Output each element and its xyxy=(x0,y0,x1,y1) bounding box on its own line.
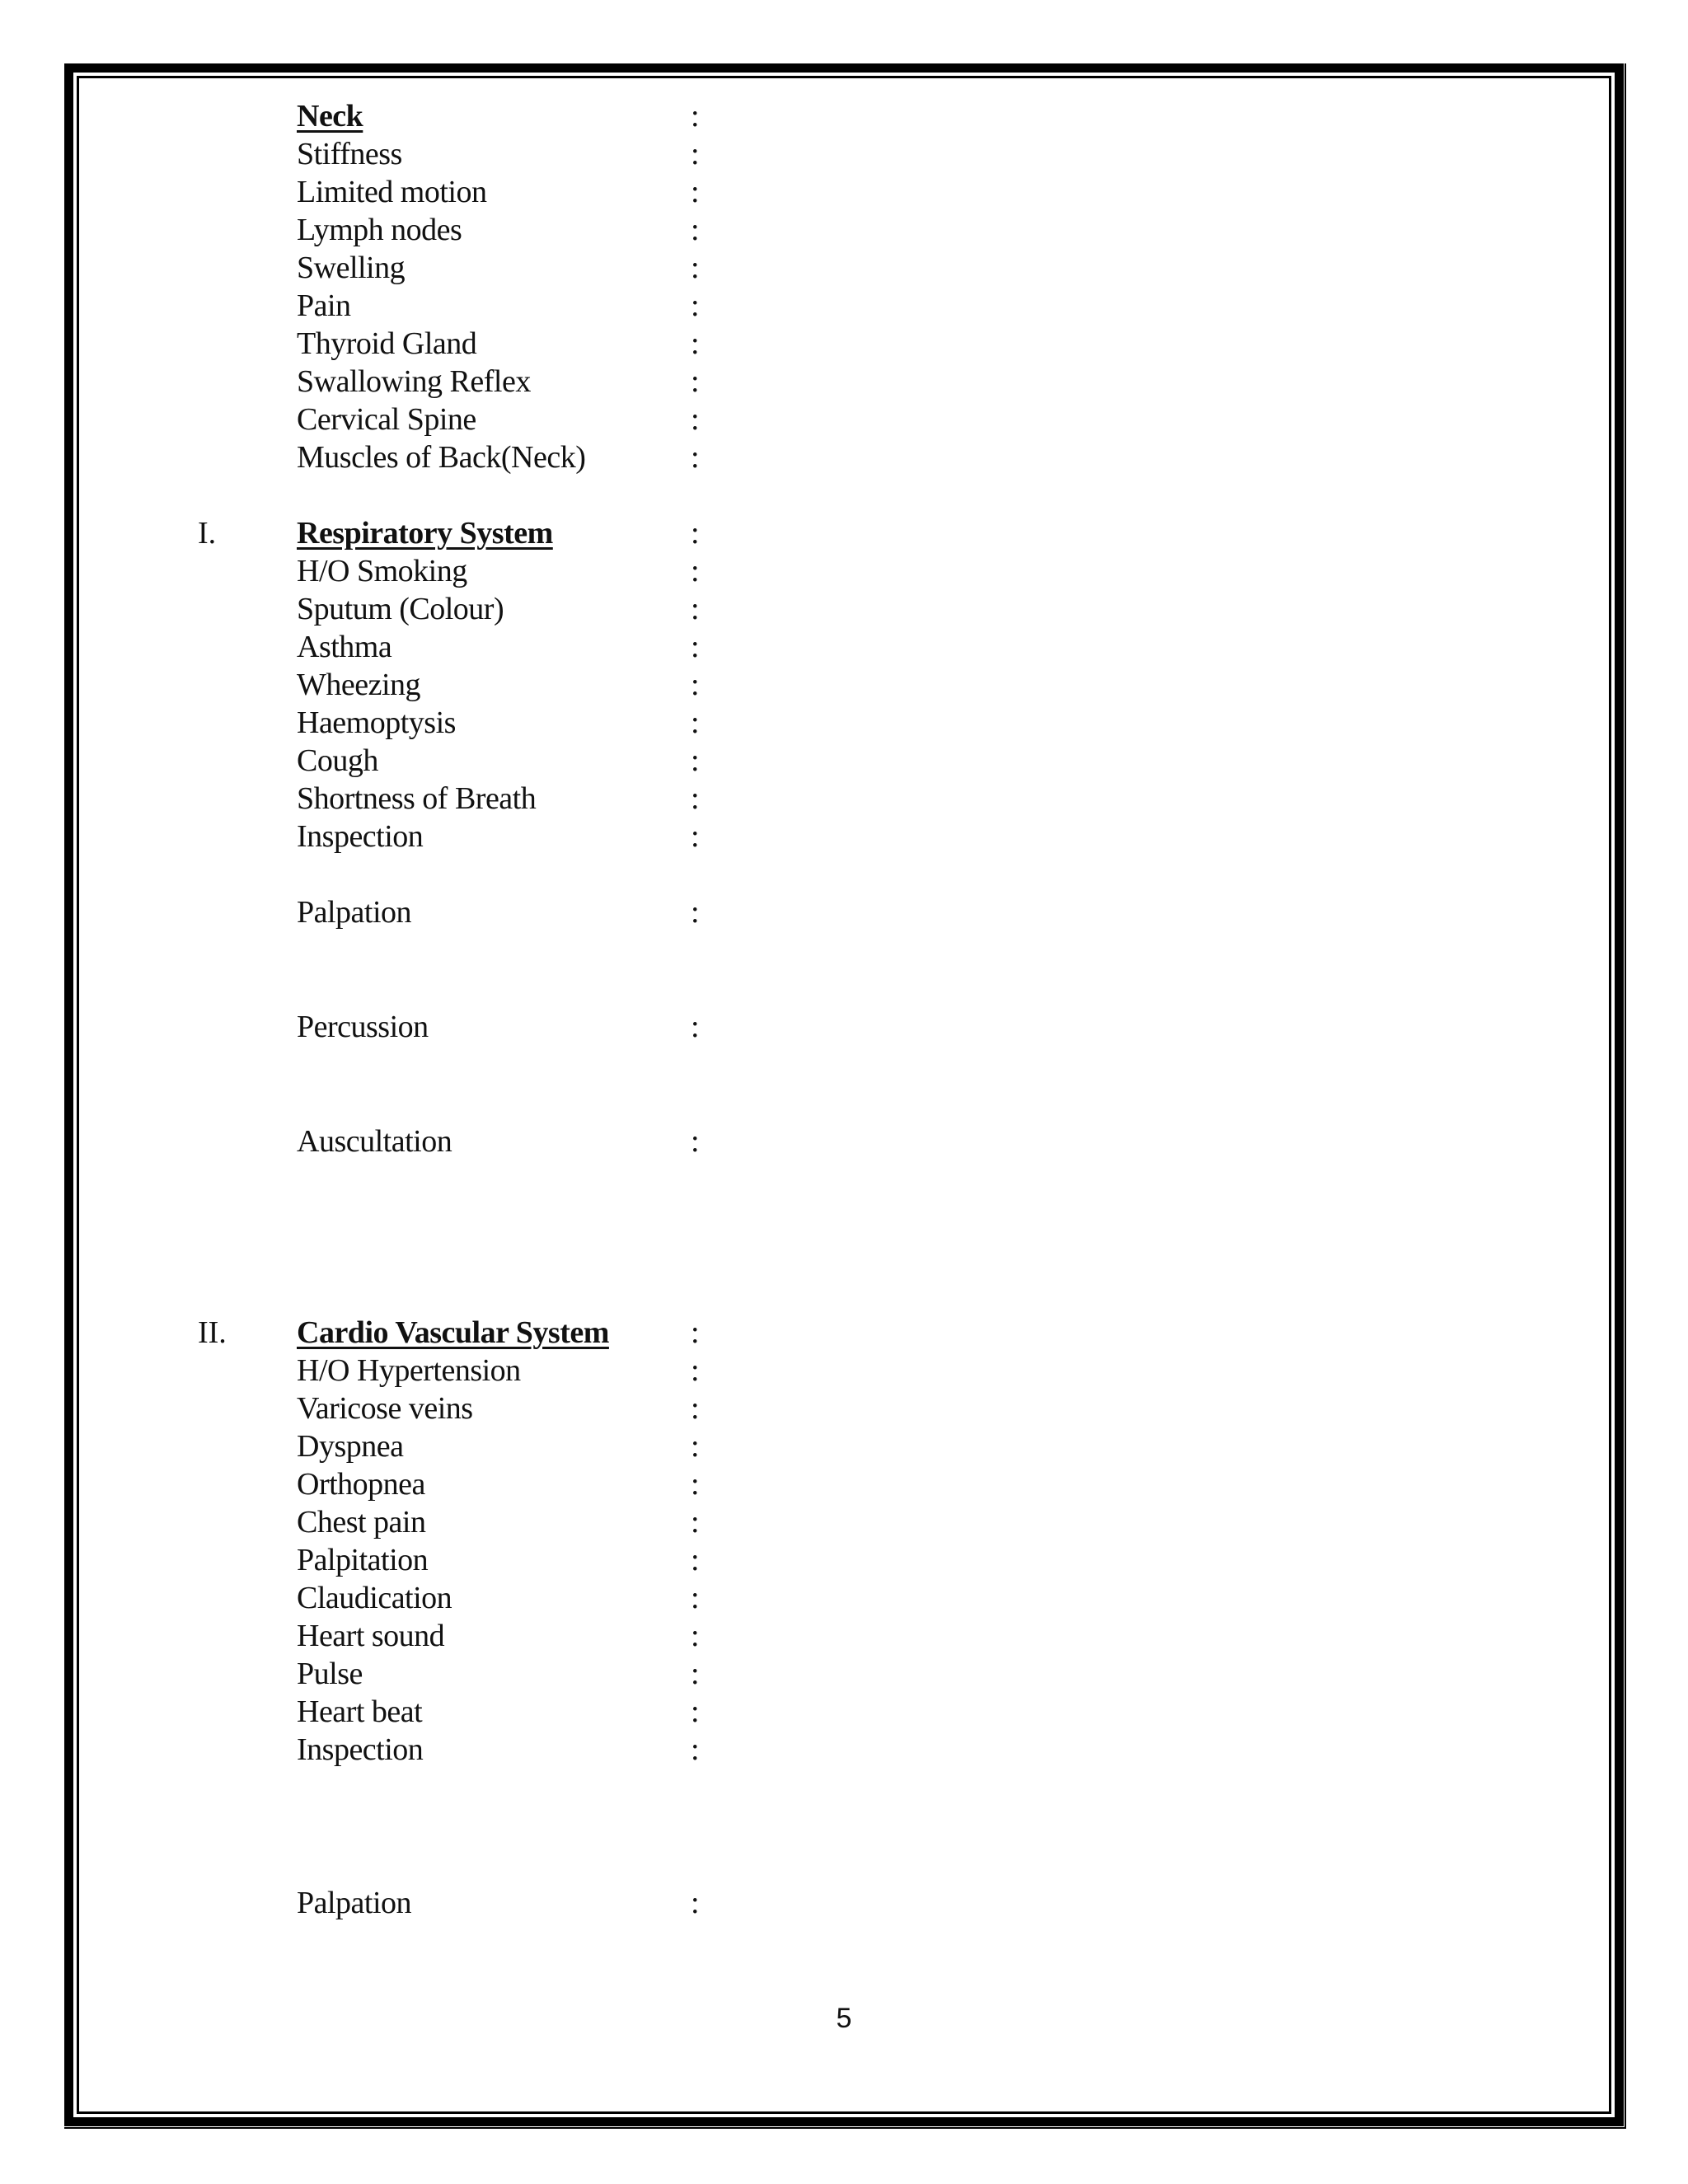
field-label: Dyspnea xyxy=(297,1429,404,1464)
form-row xyxy=(0,438,1688,476)
field-label: Thyroid Gland xyxy=(297,326,477,361)
section-heading-respiratory xyxy=(0,514,1688,552)
form-row xyxy=(0,893,1688,931)
form-row xyxy=(0,704,1688,742)
form-row xyxy=(0,742,1688,780)
form-row xyxy=(0,1655,1688,1693)
section-heading-cardio xyxy=(0,1314,1688,1352)
colon: : xyxy=(691,1886,700,1920)
form-row xyxy=(0,818,1688,855)
field-label: Auscultation xyxy=(297,1124,452,1159)
field-label: Cough xyxy=(297,743,378,778)
colon: : xyxy=(691,819,700,854)
form-row xyxy=(0,363,1688,401)
field-label: Haemoptysis xyxy=(297,705,456,740)
field-label: Percussion xyxy=(297,1010,429,1044)
field-label: Heart sound xyxy=(297,1619,445,1653)
field-label: Swallowing Reflex xyxy=(297,364,531,399)
colon: : xyxy=(691,1315,700,1350)
colon: : xyxy=(691,1124,700,1159)
colon: : xyxy=(691,1694,700,1729)
field-label: Heart beat xyxy=(297,1694,423,1729)
colon: : xyxy=(691,705,700,740)
colon: : xyxy=(691,1429,700,1464)
form-row xyxy=(0,1617,1688,1655)
field-label: Orthopnea xyxy=(297,1467,425,1502)
field-label: Cervical Spine xyxy=(297,402,476,437)
field-label: Inspection xyxy=(297,1732,424,1767)
colon: : xyxy=(691,364,700,399)
form-row xyxy=(0,666,1688,704)
colon: : xyxy=(691,402,700,437)
colon: : xyxy=(691,99,700,134)
colon: : xyxy=(691,668,700,702)
form-row xyxy=(0,1352,1688,1390)
field-label: Limited motion xyxy=(297,175,487,209)
form-row xyxy=(0,1731,1688,1769)
field-label: Varicose veins xyxy=(297,1391,473,1426)
form-row xyxy=(0,628,1688,666)
form-row xyxy=(0,1693,1688,1731)
colon: : xyxy=(691,440,700,475)
field-label: Stiffness xyxy=(297,137,402,171)
section-title: Cardio Vascular System xyxy=(297,1315,609,1350)
colon: : xyxy=(691,1391,700,1426)
field-label: Shortness of Breath xyxy=(297,781,537,816)
field-label: Muscles of Back(Neck) xyxy=(297,440,586,475)
form-row xyxy=(0,249,1688,287)
colon: : xyxy=(691,288,700,323)
colon: : xyxy=(691,1732,700,1767)
form-row xyxy=(0,1427,1688,1465)
colon: : xyxy=(691,326,700,361)
field-label: Pain xyxy=(297,288,351,323)
form-row xyxy=(0,401,1688,438)
section-title: Neck xyxy=(297,99,363,134)
colon: : xyxy=(691,1619,700,1653)
form-row xyxy=(0,1122,1688,1160)
form-row xyxy=(0,590,1688,628)
field-label: Sputum (Colour) xyxy=(297,592,504,626)
colon: : xyxy=(691,1353,700,1388)
colon: : xyxy=(691,743,700,778)
field-label: Wheezing xyxy=(297,668,421,702)
colon: : xyxy=(691,1505,700,1540)
field-label: Palpation xyxy=(297,895,412,930)
form-row xyxy=(0,780,1688,818)
form-row xyxy=(0,135,1688,173)
field-label: Inspection xyxy=(297,819,424,854)
form-row xyxy=(0,1503,1688,1541)
colon: : xyxy=(691,1581,700,1615)
form-row xyxy=(0,211,1688,249)
colon: : xyxy=(691,137,700,171)
colon: : xyxy=(691,175,700,209)
form-row xyxy=(0,173,1688,211)
field-label: Asthma xyxy=(297,630,392,664)
colon: : xyxy=(691,516,700,551)
form-row xyxy=(0,1579,1688,1617)
colon: : xyxy=(691,592,700,626)
section-title: Respiratory System xyxy=(297,516,553,551)
colon: : xyxy=(691,1543,700,1577)
form-row xyxy=(0,1541,1688,1579)
colon: : xyxy=(691,630,700,664)
colon: : xyxy=(691,1657,700,1691)
form-row xyxy=(0,1390,1688,1427)
form-row xyxy=(0,325,1688,363)
field-label: H/O Hypertension xyxy=(297,1353,521,1388)
form-row xyxy=(0,287,1688,325)
field-label: Chest pain xyxy=(297,1505,426,1540)
section-numeral: II. xyxy=(198,1315,227,1350)
colon: : xyxy=(691,895,700,930)
form-row xyxy=(0,552,1688,590)
form-row xyxy=(0,1008,1688,1046)
field-label: Palpation xyxy=(297,1886,412,1920)
page-number: 5 xyxy=(836,2003,852,2034)
colon: : xyxy=(691,781,700,816)
field-label: Palpitation xyxy=(297,1543,429,1577)
colon: : xyxy=(691,554,700,588)
section-heading-neck xyxy=(0,97,1688,135)
field-label: H/O Smoking xyxy=(297,554,467,588)
field-label: Lymph nodes xyxy=(297,213,462,247)
section-numeral: I. xyxy=(198,516,217,551)
colon: : xyxy=(691,1467,700,1502)
form-row xyxy=(0,1465,1688,1503)
colon: : xyxy=(691,1010,700,1044)
form-row xyxy=(0,1884,1688,1922)
field-label: Claudication xyxy=(297,1581,452,1615)
colon: : xyxy=(691,251,700,285)
colon: : xyxy=(691,213,700,247)
field-label: Pulse xyxy=(297,1657,363,1691)
field-label: Swelling xyxy=(297,251,406,285)
